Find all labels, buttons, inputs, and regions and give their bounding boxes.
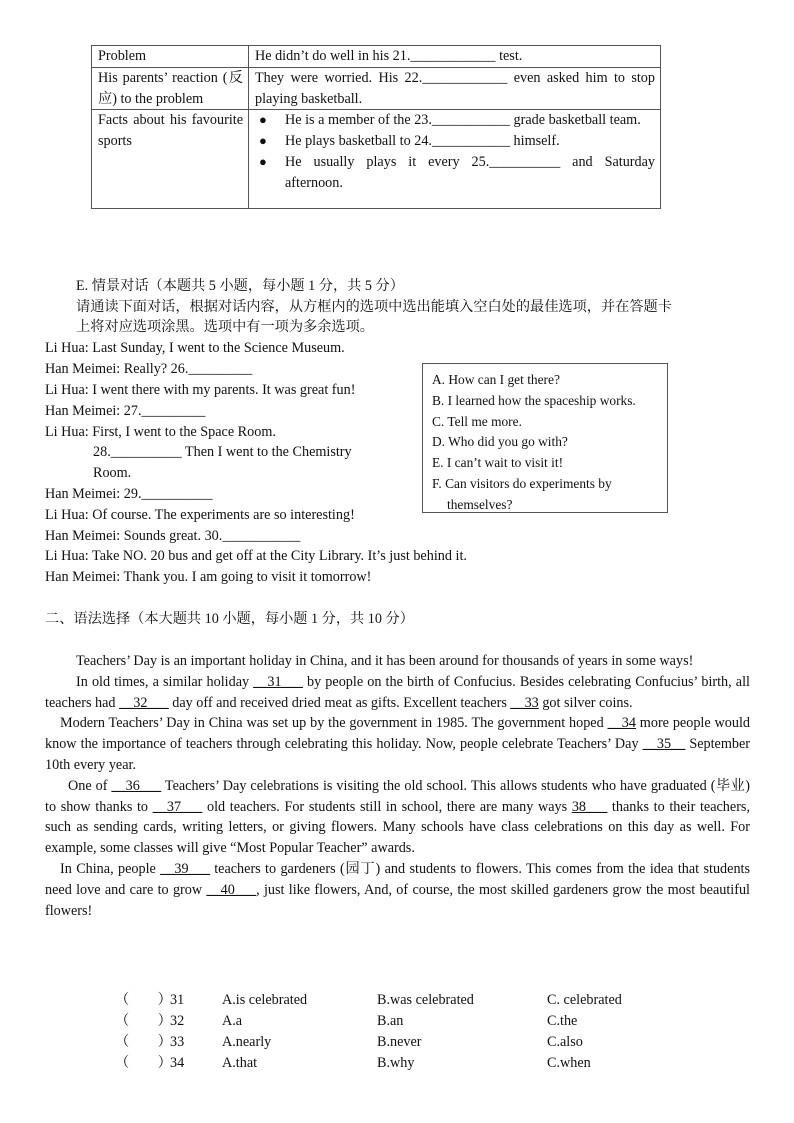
- answer-paren[interactable]: （ ）: [115, 1055, 172, 1071]
- question-row: [115, 1053, 675, 1074]
- table-label: Facts about his favourite sports: [92, 110, 249, 209]
- option-item: B. I learned how the spaceship works.: [432, 392, 636, 408]
- paragraph: In old times, a similar holiday __31___ by people on the birth of Confucius. Besides celebrating Confucius’ birth, all teachers had __32___ day off and received dried meat as gifts. Excellent teachers __33 got silver coins.: [45, 673, 750, 711]
- table-row: [92, 67, 661, 110]
- paragraph: One of __36___ Teachers’ Day celebrations is visiting the old school. This allows students who have graduated (毕业) to show thanks to __37___ old teachers. For students still in school, there are many ways 38___ thanks to their teachers, such as sending cards, writing letters, or giving flowers. Many schools have class celebrations on this day as well. For example, some classes will give “Most Popular Teacher” awards.: [45, 777, 750, 857]
- option-b: B.never: [377, 1034, 422, 1050]
- blank-40: __40___: [206, 881, 257, 898]
- dialogue-line: Han Meimei: 27._________: [45, 403, 206, 419]
- table-label: His parents’ reaction (反应) to the problem: [92, 67, 249, 110]
- dialogue-line: Li Hua: I went there with my parents. It was great fun!: [45, 382, 356, 398]
- section-e-title: E. 情景对话（本题共 5 小题，每小题 1 分，共 5 分）: [76, 278, 404, 294]
- option-c: C.the: [547, 1013, 578, 1029]
- table-cell: [249, 110, 661, 209]
- dialogue-line: Han Meimei: Sounds great. 30.___________: [45, 528, 301, 544]
- table-cell: He didn’t do well in his 21.____________ test.: [249, 46, 661, 68]
- table-row: [92, 110, 661, 209]
- option-b: B.was celebrated: [377, 992, 474, 1008]
- dialogue-line: Han Meimei: 29.__________: [45, 486, 213, 502]
- option-c: C. celebrated: [547, 992, 622, 1008]
- dialogue-line: Han Meimei: Thank you. I am going to visit it tomorrow!: [45, 569, 372, 585]
- option-item: E. I can’t wait to visit it!: [432, 455, 564, 471]
- blank-35: __35__: [642, 736, 686, 753]
- dialogue-line: Han Meimei: Really? 26._________: [45, 361, 253, 377]
- option-item: F. Can visitors do experiments by: [432, 475, 612, 491]
- list-item: ● He usually plays it every 25.__________ and Saturday afternoon.: [255, 152, 655, 194]
- question-number: 34: [170, 1055, 185, 1071]
- bullet-list: [255, 110, 655, 193]
- blank-33: __33: [510, 694, 539, 711]
- blank-39: __39___: [160, 860, 210, 877]
- option-item: D. Who did you go with?: [432, 434, 568, 450]
- section-e-instruction: 请通读下面对话，根据对话内容，从方框内的选项中选出能填入空白处的最佳选项，并在答题卡: [76, 299, 672, 315]
- blank-34: __34: [607, 715, 636, 732]
- question-row: [115, 990, 675, 1011]
- blank-36: __36___: [111, 777, 162, 794]
- blank-32: __32___: [119, 694, 169, 711]
- answer-paren[interactable]: （ ）: [115, 1013, 172, 1029]
- list-item: ● He is a member of the 23.___________ grade basketball team.: [255, 110, 655, 131]
- dialogue-line: 28.__________ Then I went to the Chemistry: [93, 444, 352, 460]
- question-number: 32: [170, 1013, 185, 1029]
- section-2-title: 二、语法选择（本大题共 10 小题，每小题 1 分，共 10 分）: [45, 611, 414, 627]
- option-b: B.an: [377, 1013, 404, 1029]
- question-row: [115, 1011, 675, 1032]
- list-item: ● He plays basketball to 24.___________ himself.: [255, 131, 655, 152]
- option-c: C.also: [547, 1034, 583, 1050]
- table-cell: They were worried. His 22.____________ even asked him to stop playing basketball.: [249, 67, 661, 110]
- dialogue-line: Li Hua: Last Sunday, I went to the Science Museum.: [45, 340, 345, 356]
- dialogue-line: Room.: [93, 465, 132, 481]
- dialogue-line: Li Hua: First, I went to the Space Room.: [45, 424, 276, 440]
- paragraph: Modern Teachers’ Day in China was set up by the government in 1985. The government hoped __34 more people would know the importance of teachers through celebrating this holiday. Now, people celebrate Teachers’ Day __35__ September 10th every year.: [45, 715, 751, 773]
- table-row: [92, 46, 661, 68]
- option-item: themselves?: [447, 496, 513, 512]
- paragraph: Teachers’ Day is an important holiday in China, and it has been around for thousands of years in some ways!: [76, 653, 694, 669]
- option-a: A.that: [222, 1055, 258, 1071]
- blank-38: 38___: [571, 798, 608, 815]
- option-item: A. How can I get there?: [432, 372, 560, 387]
- table-label: Problem: [92, 46, 249, 68]
- info-table: [91, 45, 661, 209]
- question-row: [115, 1032, 675, 1053]
- option-item: C. Tell me more.: [432, 413, 522, 429]
- option-a: A.is celebrated: [222, 992, 308, 1008]
- question-number: 31: [170, 992, 185, 1008]
- paragraph: In China, people __39___ teachers to gardeners (园丁) and students to flowers. This comes from the idea that students need love and care to grow __40___, just like flowers, And, of course, the most skilled gardeners grow the most beautiful flowers!: [45, 860, 750, 919]
- blank-31: __31___: [253, 673, 303, 690]
- passage: [45, 651, 750, 921]
- dialogue-line: Li Hua: Of course. The experiments are so interesting!: [45, 507, 355, 523]
- question-number: 33: [170, 1034, 185, 1050]
- option-a: A.a: [222, 1013, 243, 1029]
- options-box: [422, 363, 668, 513]
- option-a: A.nearly: [222, 1034, 272, 1050]
- dialogue-line: Li Hua: Take NO. 20 bus and get off at the City Library. It’s just behind it.: [45, 548, 467, 564]
- section-e-instruction: 上将对应选项涂黑。选项中有一项为多余选项。: [76, 319, 374, 335]
- option-b: B.why: [377, 1055, 415, 1071]
- blank-37: __37___: [152, 798, 203, 815]
- answer-paren[interactable]: （ ）: [115, 1034, 172, 1050]
- option-c: C.when: [547, 1055, 591, 1071]
- answer-paren[interactable]: （ ）: [115, 992, 172, 1008]
